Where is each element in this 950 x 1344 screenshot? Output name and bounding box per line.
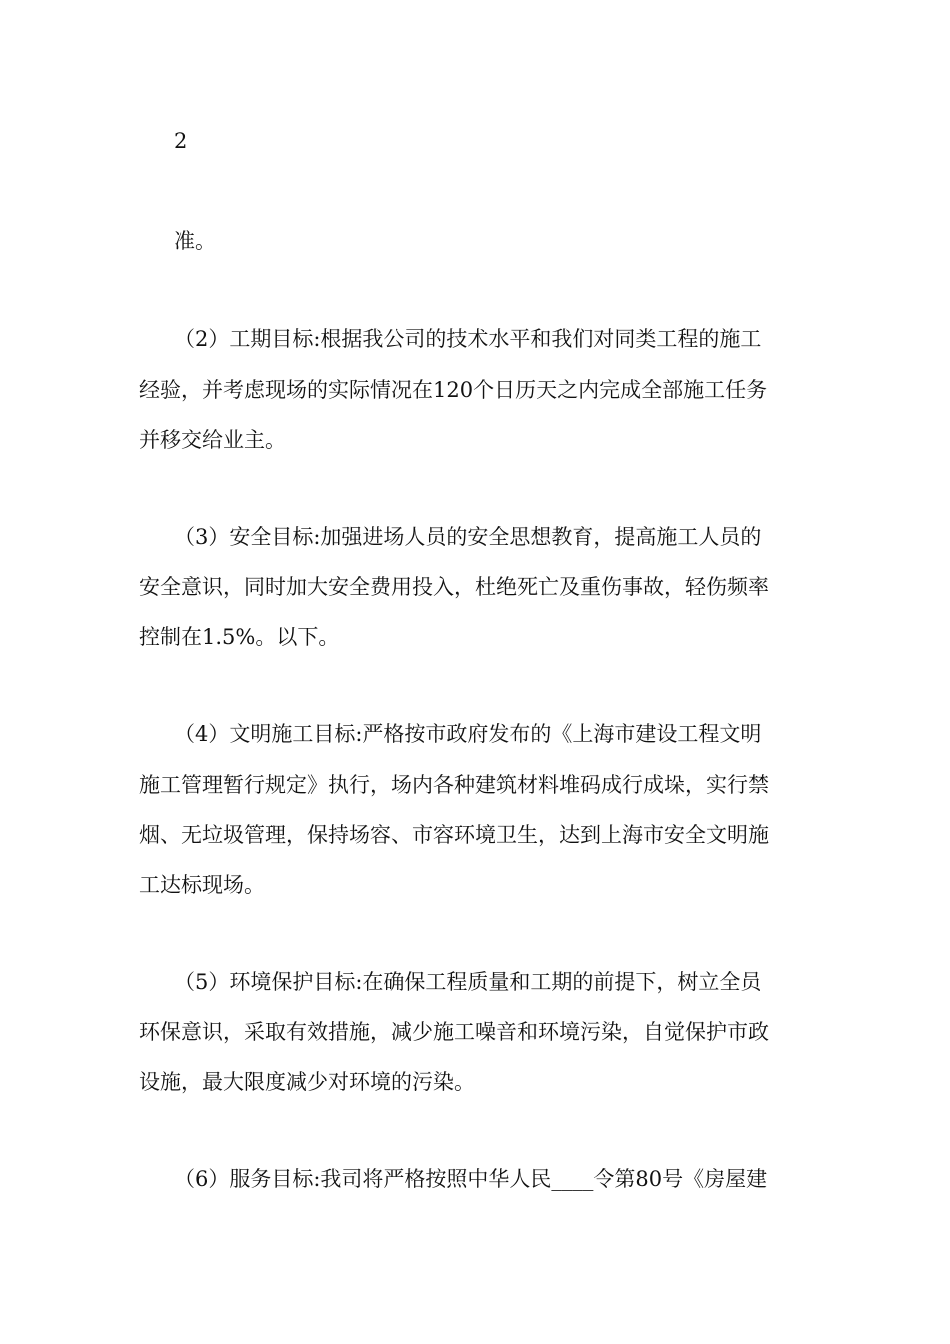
paragraph-line: 施工管理暂行规定》执行，场内各种建筑材料堆码成行成垛，实行禁 <box>139 773 769 797</box>
page-number: 2 <box>174 129 188 153</box>
paragraph-line: 经验，并考虑现场的实际情况在120个日历天之内完成全部施工任务 <box>139 378 768 402</box>
paragraph-line: （4）文明施工目标:严格按市政府发布的《上海市建设工程文明 <box>174 722 762 746</box>
paragraph-continuation: 准。 <box>174 229 216 253</box>
paragraph-line: 烟、无垃圾管理，保持场容、市容环境卫生，达到上海市安全文明施 <box>139 823 769 847</box>
paragraph-line: 控制在1.5%。以下。 <box>139 625 340 649</box>
paragraph-line: （5）环境保护目标:在确保工程质量和工期的前提下，树立全员 <box>174 970 762 994</box>
paragraph-line: （6）服务目标:我司将严格按照中华人民____令第80号《房屋建 <box>174 1167 768 1191</box>
paragraph-line: 工达标现场。 <box>139 873 265 897</box>
paragraph-line: 安全意识，同时加大安全费用投入，杜绝死亡及重伤事故，轻伤频率 <box>139 575 769 599</box>
paragraph-line: （3）安全目标:加强进场人员的安全思想教育，提高施工人员的 <box>174 525 762 549</box>
paragraph-line: 设施，最大限度减少对环境的污染。 <box>139 1070 475 1094</box>
paragraph-line: （2）工期目标:根据我公司的技术水平和我们对同类工程的施工 <box>174 327 762 351</box>
paragraph-line: 环保意识，采取有效措施，减少施工噪音和环境污染，自觉保护市政 <box>139 1020 769 1044</box>
paragraph-line: 并移交给业主。 <box>139 428 286 452</box>
